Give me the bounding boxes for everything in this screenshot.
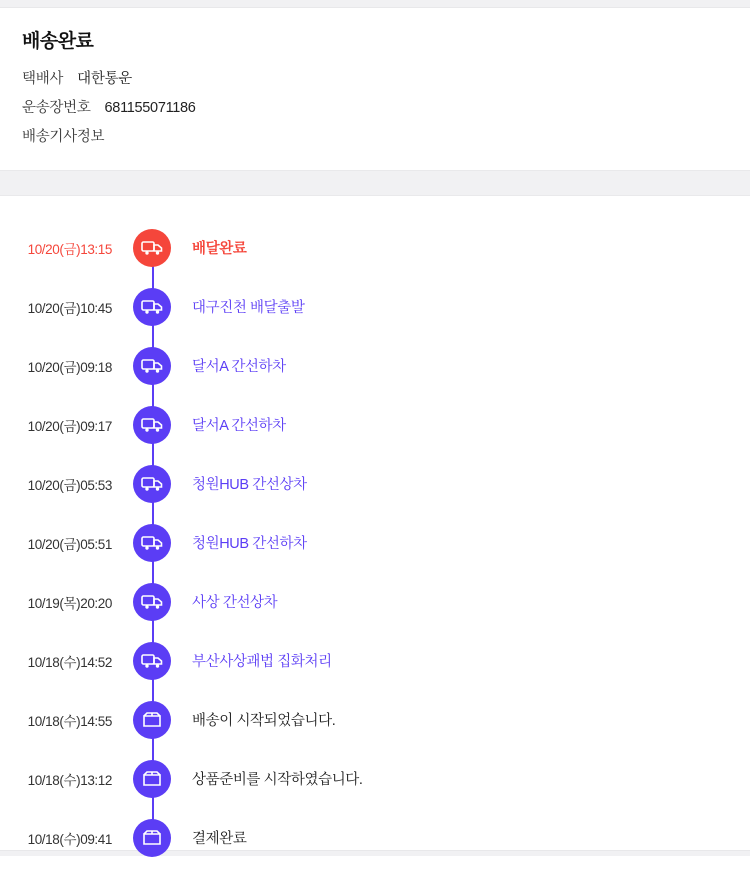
carrier-row bbox=[22, 67, 728, 88]
event-label: 달서A 간선하차 bbox=[192, 418, 286, 434]
event-label: 달서A 간선하차 bbox=[192, 359, 286, 375]
event-marker bbox=[122, 406, 182, 444]
timeline-row bbox=[0, 277, 750, 336]
timeline-row bbox=[0, 631, 750, 690]
event-marker bbox=[122, 524, 182, 562]
timeline-row bbox=[0, 749, 750, 808]
event-label: 청원HUB 간선하차 bbox=[192, 536, 307, 552]
box-icon bbox=[133, 701, 171, 739]
box-icon bbox=[133, 760, 171, 798]
event-time: 10/20(금)10:45 bbox=[27, 300, 112, 316]
tracking-number-label: 운송장번호 bbox=[22, 100, 91, 116]
event-marker bbox=[122, 347, 182, 385]
event-label: 배달완료 bbox=[192, 241, 247, 257]
timeline-row bbox=[0, 454, 750, 513]
event-marker bbox=[122, 642, 182, 680]
page-title: 배송완료 bbox=[22, 31, 94, 52]
carrier-value: 대한통운 bbox=[77, 71, 132, 87]
event-label: 사상 간선상차 bbox=[192, 595, 278, 611]
driver-info-label: 배송기사정보 bbox=[22, 129, 105, 145]
timeline-row bbox=[0, 218, 750, 277]
event-time: 10/18(수)09:41 bbox=[27, 831, 112, 847]
timeline-row bbox=[0, 513, 750, 572]
truck-icon bbox=[133, 288, 171, 326]
event-time: 10/20(금)05:51 bbox=[27, 536, 112, 552]
driver-info-row[interactable] bbox=[22, 125, 728, 146]
timeline-row bbox=[0, 572, 750, 631]
event-marker bbox=[122, 229, 182, 267]
timeline-row bbox=[0, 690, 750, 749]
delivery-timeline bbox=[0, 196, 750, 887]
truck-icon bbox=[133, 347, 171, 385]
event-label: 부산사상괘법 집화처리 bbox=[192, 654, 332, 670]
truck-icon bbox=[133, 583, 171, 621]
event-marker bbox=[122, 819, 182, 857]
event-time: 10/20(금)09:18 bbox=[27, 359, 112, 375]
truck-icon bbox=[133, 642, 171, 680]
section-divider bbox=[0, 170, 750, 196]
delivery-header bbox=[0, 8, 750, 170]
top-divider bbox=[0, 0, 750, 8]
event-marker bbox=[122, 701, 182, 739]
event-time: 10/18(수)13:12 bbox=[27, 772, 112, 788]
event-label: 청원HUB 간선상차 bbox=[192, 477, 307, 493]
event-label: 배송이 시작되었습니다. bbox=[192, 713, 336, 729]
truck-icon bbox=[133, 406, 171, 444]
event-label: 상품준비를 시작하였습니다. bbox=[192, 772, 363, 788]
box-icon bbox=[133, 819, 171, 857]
event-time: 10/20(금)05:53 bbox=[27, 477, 112, 493]
truck-icon bbox=[133, 229, 171, 267]
tracking-number-value[interactable]: 681155071186 bbox=[104, 100, 196, 116]
timeline-row bbox=[0, 336, 750, 395]
event-marker bbox=[122, 288, 182, 326]
event-time: 10/19(목)20:20 bbox=[27, 595, 112, 611]
event-time: 10/18(수)14:55 bbox=[27, 713, 112, 729]
event-marker bbox=[122, 583, 182, 621]
timeline-row bbox=[0, 395, 750, 454]
timeline-row bbox=[0, 808, 750, 867]
event-label: 결제완료 bbox=[192, 831, 247, 847]
event-marker bbox=[122, 760, 182, 798]
event-time: 10/18(수)14:52 bbox=[27, 654, 112, 670]
event-marker bbox=[122, 465, 182, 503]
tracking-number-row bbox=[22, 96, 728, 117]
event-time: 10/20(금)13:15 bbox=[27, 241, 112, 257]
event-time: 10/20(금)09:17 bbox=[27, 418, 112, 434]
truck-icon bbox=[133, 465, 171, 503]
event-label: 대구진천 배달출발 bbox=[192, 300, 305, 316]
carrier-label: 택배사 bbox=[22, 71, 64, 87]
truck-icon bbox=[133, 524, 171, 562]
